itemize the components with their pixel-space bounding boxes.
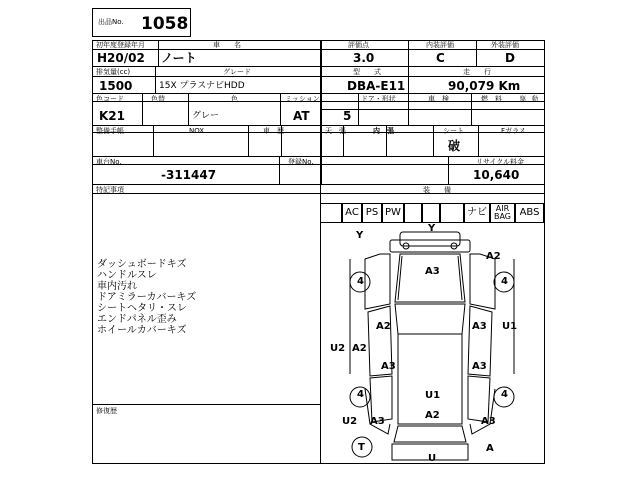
service-record-label: 整備手帳	[96, 127, 124, 135]
car-name-label: 車 名	[213, 41, 241, 49]
grade-score-value: 3.0	[353, 51, 375, 65]
registration-no-label: 登録No.	[288, 158, 314, 166]
color-code-value: K21	[99, 109, 125, 123]
door-shape-label: ドア・形状	[361, 95, 396, 103]
trim-label: 内 張	[373, 127, 394, 135]
mark-a3-bottom-left: A3	[370, 416, 385, 427]
equip-ac: AC	[342, 203, 362, 223]
remark-item: 車内汚れ	[97, 281, 137, 292]
nox-label: NOX	[189, 127, 205, 135]
mark-a2-right: A2	[486, 251, 501, 262]
color-label: 色	[231, 95, 238, 103]
transmission-label: ミッション	[285, 95, 320, 103]
mark-wheel-fl: 4	[357, 276, 364, 287]
model-code-label: 型 式	[353, 68, 381, 76]
equip-navi: ナビ	[464, 203, 490, 223]
front-bumper-outline	[400, 232, 460, 246]
hood-outline	[395, 254, 465, 302]
remark-item: ハンドルスレ	[97, 270, 157, 281]
inspection-label: 車 検	[428, 95, 449, 103]
color-code-label: 色コード	[96, 95, 124, 103]
left-rear-fender-outline	[365, 389, 390, 434]
right-front-fender-outline	[470, 254, 495, 309]
mark-a3-hood: A3	[425, 266, 440, 277]
mark-a3-bottom-right: A3	[481, 416, 496, 427]
remark-item: ダッシュボードキズ	[97, 259, 187, 270]
mark-a2-left-door: A2	[352, 343, 367, 354]
mark-y-top: Y	[428, 223, 436, 234]
car-name-value: ノート	[161, 51, 197, 65]
lot-number: 1058	[141, 14, 189, 34]
notes-section-label: 特記事項	[96, 186, 124, 194]
interior-score-value: C	[436, 51, 445, 65]
first-registration-value: H20/02	[97, 51, 145, 65]
fuel-label: 燃 料	[481, 95, 502, 103]
grade-value: 15X プラスナビHDD	[159, 81, 245, 91]
mileage-label: 走 行	[463, 68, 491, 76]
mark-t-spare: T	[358, 442, 365, 453]
mark-a-bottom: A	[486, 443, 494, 454]
equip-airbag: AIR BAG	[490, 203, 515, 223]
recycle-fee-value: 10,640	[473, 168, 520, 182]
mark-a3-right-front-door: A3	[472, 321, 487, 332]
first-registration-label: 初年度登録年月	[96, 41, 145, 49]
equipment-section-label: 装 備	[423, 186, 451, 194]
exterior-score-label: 外装評価	[491, 41, 519, 49]
repair-history-label: 修復歴	[96, 407, 117, 415]
door-count-value: 5	[343, 109, 352, 123]
equip-ps: PS	[362, 203, 382, 223]
grade-label: グレード	[223, 68, 251, 76]
mark-u2-left: U2	[330, 343, 346, 354]
remark-item: ホイールカバーキズ	[97, 325, 187, 336]
transmission-value: AT	[293, 109, 310, 123]
remark-item: シートヘタリ・スレ	[97, 303, 187, 314]
remark-item: ドアミラーカバーキズ	[97, 292, 197, 303]
color-change-label: 色替	[151, 95, 165, 103]
chassis-no-label: 車台No.	[96, 158, 122, 166]
equip-pw: PW	[382, 203, 404, 223]
recycle-fee-label: リサイクル料金	[476, 158, 525, 166]
lot-label: 出品No.	[98, 18, 124, 26]
mark-u1-right: U1	[502, 321, 518, 332]
mark-a2-rear: A2	[425, 410, 440, 421]
model-code-value: DBA-E11	[347, 79, 406, 93]
seat-label: シート	[443, 127, 464, 135]
grade-score-label: 評価点	[348, 41, 369, 49]
windshield-outline	[395, 304, 465, 334]
mileage-value: 90,079 Km	[448, 79, 521, 93]
mark-wheel-rr: 4	[501, 389, 508, 400]
mark-a3-left-rear: A3	[381, 361, 396, 372]
left-front-fender-outline	[365, 254, 390, 309]
right-rear-fender-outline	[470, 389, 495, 434]
seat-condition-value: 破	[448, 139, 461, 153]
mark-a2-left-front-door: A2	[376, 321, 391, 332]
lot-number-box	[92, 8, 191, 37]
mark-a3-right-rear: A3	[472, 361, 487, 372]
interior-score-label: 内装評価	[426, 41, 454, 49]
mark-wheel-rl: 4	[357, 389, 364, 400]
mark-u-bottom: U	[428, 453, 437, 464]
remark-item: エンドパネル歪み	[97, 314, 177, 325]
color-value: グレー	[192, 111, 220, 121]
mark-y-left: Y	[356, 230, 364, 241]
history-label: 車 歴	[263, 127, 284, 135]
headliner-label: 天 張	[325, 127, 346, 135]
chassis-no-value: -311447	[161, 168, 217, 182]
rear-glass-outline	[394, 426, 466, 442]
exterior-score-value: D	[505, 51, 515, 65]
mark-u1-rear: U1	[425, 390, 441, 401]
mark-wheel-fr: 4	[501, 276, 508, 287]
drive-label: 駆 動	[520, 96, 539, 103]
displacement-value: 1500	[99, 79, 133, 93]
windshield-label: Fガラス	[501, 127, 526, 135]
displacement-label: 排気量(cc)	[96, 68, 131, 76]
mark-u2-bottom: U2	[342, 416, 358, 427]
equip-abs: ABS	[515, 203, 544, 223]
